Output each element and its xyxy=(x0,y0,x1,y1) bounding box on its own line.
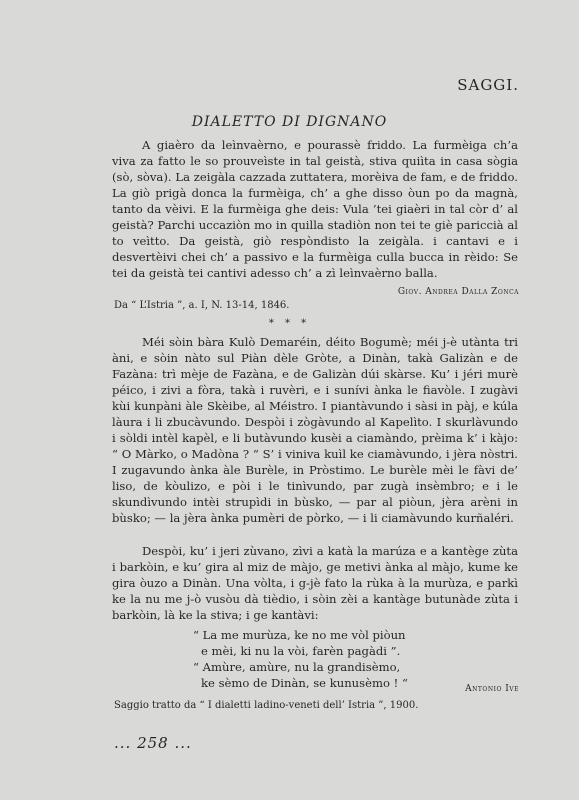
section-separator: * * * xyxy=(268,318,311,329)
page-number: ... 258 ... xyxy=(114,734,192,752)
section-header: SAGGI. xyxy=(457,76,519,94)
signature-2: Antonio Ive xyxy=(465,684,519,694)
paragraph-2: Méi sòin bàra Kulò Demaréin, déito Bogumè; méi j-è utànta tri àni, e sòin nàto sul Piàn dèle Gròte, a Dinàn, takà Galizàn e de Fazàna: trì mèje de Fazàna, e de Galizàn dúi skàrse. Ku’ i jéri murè péico, i zivi a fòra, takà i ruvèri, e i sunívi ànka le fiavòle. I zugàvi kùi kunpàni àle Skèibe, al Méistro. I piantàvundo i sàsi in pàj, e kúla làura i li zbucàvundo. Despòi i zògàvundo al Kapelìto. I skurlàvundo i sòldi intèl kapèl, e li butàvundo kusèi a ciamàndo, prèima k’ i kàjo: “ O Màrko, o Madòna ? “ S’ i viniva kuìl ke ciamàvundo, i jèra nòstri. I zugavundo ànka àle Burèle, in Pròstimo. Le burèle mèi le fàvi de’ liso, de kòulizo, e pòi i le tinìvundo, par zugà insèmbro; e i le skundìvundo intèi strupìdi in bùsko, — par al piòun, jèra arèni in bùsko; — la jèra ànka pumèri de pòrko, — i li ciamàvundo kurñaléri. xyxy=(112,335,518,525)
paragraph-1: A giaèro da leìnvaèrno, e pourassè friddo. La furmèiga ch’a viva za fatto le so prouveìste in tal geistà, stiva quiìta in casa sògia (sò, sòva). La zeigàla cazzada zuttatera, morèiva de fam, e de friddo. La giò prigà donca la furmèiga, ch’ a ghe disso òun po da magnà, tanto da vèivi. E la furmèiga ghe deis: Vula ’tei giaèri in tal còr d’ al geistà? Parchi uccaziòn mo in quilla stadiòn non tei te giè pariccià al to veìtto. Da geistà, giò respòndisto la zeigàla. i cantavi e i desvertèivi chei ch’ a passivo e la furmèiga culla bucca in rèido: Se tei da geistà tei cantivi adesso ch’ a zì leìnvaèrno balla. xyxy=(112,138,518,280)
signature-1: Giov. Andrea Dalla Zonca xyxy=(397,287,519,297)
page-title: DIALETTO DI DIGNANO xyxy=(191,114,388,130)
paragraph-3: Despòi, ku’ i jeri zùvano, zìvi a katà la marúza e a kantège zùta i barkòin, e ku’ gira al miz de màjo, ge metivi ànka al màjo, kume ke gira òuzo a Dinàn. Una vòlta, i g-jè fato la rùka à la murùza, e parkì ke la nu me j-ò vusòu dà tièdio, i sòin zèi a kantàge butunàde zùta i barkòin, là ke la stiva; i ge kantàvi: xyxy=(112,544,518,622)
source-citation-2: Saggio tratto da “ I dialetti ladino-veneti dell’ Istria ”, 1900. xyxy=(114,700,419,711)
verse-line: ke sèmo de Dinàn, se kunusèmo ! “ xyxy=(201,676,408,690)
verse-block xyxy=(193,627,493,691)
verse-line: e mèi, ki nu la vòi, farèn pagàdi ”. xyxy=(201,644,401,658)
verse-line: “ La me murùza, ke no me vòl piòun xyxy=(193,628,406,642)
source-citation-1: Da “ L’Istria ”, a. I, N. 13-14, 1846. xyxy=(114,300,290,311)
verse-line: “ Amùre, amùre, nu la grandisèmo, xyxy=(193,660,401,674)
